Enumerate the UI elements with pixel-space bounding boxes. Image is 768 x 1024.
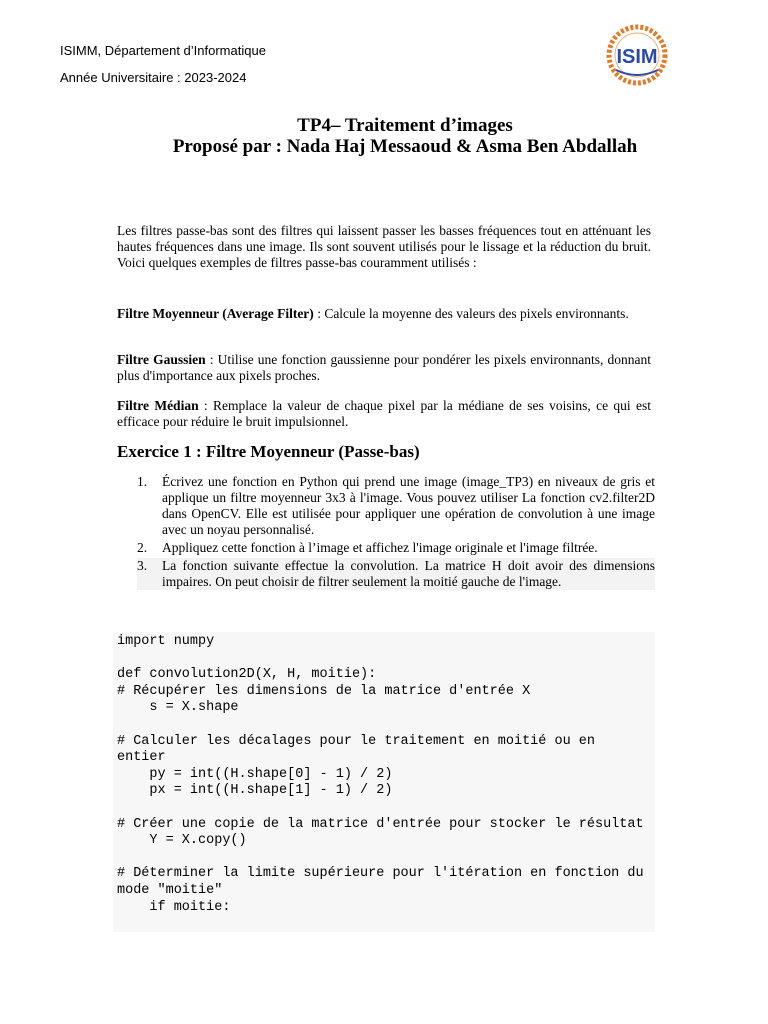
list-item <box>137 474 655 538</box>
code-line: py = int((H.shape[0] - 1) / 2) <box>117 766 393 782</box>
list-item <box>137 540 655 556</box>
isim-logo <box>602 22 672 88</box>
code-block <box>113 632 655 932</box>
header-line-year: Année Universitaire : 2023-2024 <box>60 70 247 85</box>
code-line: # Récupérer les dimensions de la matrice d'entrée X <box>117 683 531 699</box>
code-line: # Créer une copie de la matrice d'entrée pour stocker le résultat <box>117 816 644 832</box>
list-item-text: Appliquez cette fonction à l’image et affichez l'image originale et l'image filtrée. <box>162 540 598 555</box>
code-line: Y = X.copy() <box>117 833 247 849</box>
code-line <box>117 850 651 867</box>
title-line-1: TP4– Traitement d’images <box>297 115 513 136</box>
code-line: px = int((H.shape[1] - 1) / 2) <box>117 783 393 799</box>
filter-average-paragraph <box>117 306 651 322</box>
filter-description: : Utilise une fonction gaussienne pour pondérer les pixels environnants, donnant plus d'importance aux pixels proches. <box>117 352 651 383</box>
filter-gaussian-paragraph <box>117 352 651 384</box>
list-item-text: Écrivez une fonction en Python qui prend une image (image_TP3) en niveaux de gris et applique un filtre moyenneur 3x3 à l'image. Vous pouvez utiliser La fonction cv2.filter2D dans OpenCV. Elle est utilisée pour appliquer une opération de convolution à une image avec un noyau personnalisé. <box>162 474 655 537</box>
header-line-institution: ISIMM, Département d’Informatique <box>60 43 266 58</box>
code-line <box>117 717 651 734</box>
code-line: # Calculer les décalages pour le traitement en moitié ou en entier <box>117 733 604 766</box>
exercise-list <box>137 474 655 592</box>
svg-text:ISIM: ISIM <box>616 46 658 68</box>
filter-name: Filtre Moyenneur (Average Filter) <box>117 306 314 321</box>
exercise-title: Exercice 1 : Filtre Moyenneur (Passe-bas) <box>117 442 420 461</box>
filter-name: Filtre Gaussien <box>117 352 206 367</box>
list-item-text: La fonction suivante effectue la convolution. La matrice H doit avoir des dimensions impaires. On peut choisir de filtrer seulement la moitié gauche de l'image. <box>162 558 655 589</box>
code-line: import numpy <box>117 634 215 649</box>
list-item-number: 1. <box>137 474 148 489</box>
filter-description: : Calcule la moyenne des valeurs des pixels environnants. <box>313 306 629 321</box>
code-line: s = X.shape <box>117 700 239 716</box>
title-line-2: Proposé par : Nada Haj Messaoud & Asma Ben Abdallah <box>172 136 638 157</box>
intro-paragraph: Les filtres passe-bas sont des filtres qui laissent passer les basses fréquences tout en atténuant les hautes fréquences dans une image. Ils sont souvent utilisés pour le lissage et la réduction du bruit. Voici quelques exemples de filtres passe-bas couramment utilisés : <box>117 223 651 270</box>
code-line <box>117 651 651 668</box>
filter-description: : Remplace la valeur de chaque pixel par la médiane de ses voisins, ce qui est efficace pour réduire le bruit impulsionnel. <box>117 398 651 429</box>
filter-name: Filtre Médian <box>117 398 199 413</box>
code-line: def convolution2D(X, H, moitie): <box>117 667 377 683</box>
list-item-number: 3. <box>137 558 148 573</box>
code-line: if moitie: <box>117 899 231 915</box>
code-line: # Déterminer la limite supérieure pour l'itération en fonction du mode "moitie" <box>117 866 652 898</box>
code-line <box>117 800 651 817</box>
filter-median-paragraph <box>117 398 651 430</box>
list-item <box>137 558 655 590</box>
list-item-number: 2. <box>137 540 148 555</box>
